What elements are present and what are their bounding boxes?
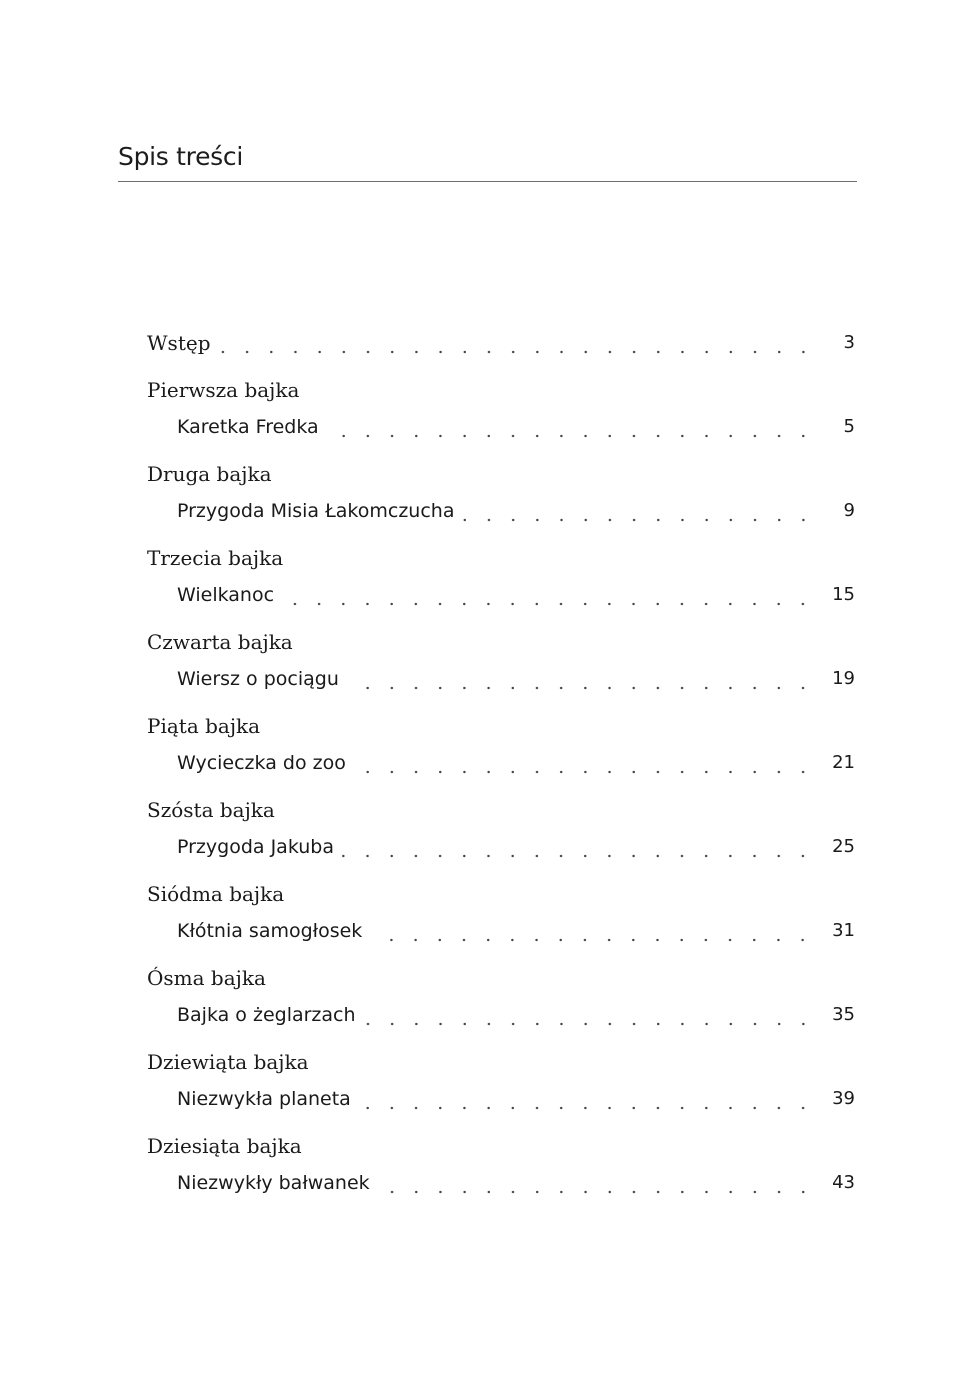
toc-section-3 — [147, 535, 855, 607]
toc-page-number: 31 — [832, 920, 855, 941]
toc-entry-title: Przygoda Jakuba — [177, 835, 342, 859]
section-heading: Ósma bajka — [147, 966, 266, 990]
toc-page-number: 5 — [843, 416, 855, 437]
toc-page-number: 21 — [832, 752, 855, 773]
toc-section-10 — [147, 1123, 855, 1195]
toc-entry-title: Niezwykła planeta — [177, 1087, 359, 1111]
section-heading: Pierwsza bajka — [147, 378, 300, 402]
dot-leader — [359, 1091, 815, 1111]
toc-page-number: 19 — [832, 668, 855, 689]
toc-page-number: 39 — [832, 1088, 855, 1109]
toc-section-7 — [147, 871, 855, 943]
toc-entry-intro[interactable] — [147, 318, 855, 355]
toc-entry[interactable] — [147, 1074, 855, 1111]
toc-page-number: 43 — [832, 1172, 855, 1193]
section-heading: Piąta bajka — [147, 714, 261, 738]
toc-section-2 — [147, 451, 855, 523]
toc-entry-title: Wstęp — [147, 331, 219, 355]
toc-page-number: 15 — [832, 584, 855, 605]
toc-section-8 — [147, 955, 855, 1027]
section-heading: Siódma bajka — [147, 882, 285, 906]
toc-page-number: 35 — [832, 1004, 855, 1025]
section-heading: Trzecia bajka — [147, 546, 284, 570]
dot-leader — [370, 923, 815, 943]
section-heading: Dziesiąta bajka — [147, 1134, 302, 1158]
section-heading: Czwarta bajka — [147, 630, 293, 654]
section-heading: Druga bajka — [147, 462, 272, 486]
toc-entry[interactable] — [147, 738, 855, 775]
toc-section-5 — [147, 703, 855, 775]
dot-leader — [364, 1007, 815, 1027]
page-title: Spis treści — [118, 142, 243, 171]
toc-entry-title: Karetka Fredka — [177, 415, 327, 439]
toc-page-number: 25 — [832, 836, 855, 857]
toc-entry[interactable] — [147, 1158, 855, 1195]
toc-entry-title: Wycieczka do zoo — [177, 751, 354, 775]
dot-leader — [327, 419, 815, 439]
toc-page-number: 9 — [843, 500, 855, 521]
dot-leader — [342, 839, 815, 859]
dot-leader — [282, 587, 815, 607]
toc-entry[interactable] — [147, 990, 855, 1027]
dot-leader — [219, 335, 816, 355]
table-of-contents — [147, 318, 855, 1195]
dot-leader — [463, 503, 816, 523]
dot-leader — [354, 755, 815, 775]
toc-entry-title: Kłótnia samogłosek — [177, 919, 370, 943]
toc-section-6 — [147, 787, 855, 859]
toc-section-4 — [147, 619, 855, 691]
toc-entry[interactable] — [147, 654, 855, 691]
section-heading: Szósta bajka — [147, 798, 275, 822]
toc-page-number: 3 — [843, 332, 855, 353]
page-header — [118, 138, 857, 182]
toc-entry[interactable] — [147, 402, 855, 439]
section-heading: Dziewiąta bajka — [147, 1050, 309, 1074]
toc-entry[interactable] — [147, 486, 855, 523]
dot-leader — [378, 1175, 815, 1195]
toc-entry-title: Wiersz o pociągu — [177, 667, 347, 691]
toc-entry[interactable] — [147, 906, 855, 943]
toc-entry-title: Przygoda Misia Łakomczucha — [177, 499, 463, 523]
toc-entry-title: Bajka o żeglarzach — [177, 1003, 364, 1027]
toc-entry-title: Niezwykły bałwanek — [177, 1171, 378, 1195]
toc-section-9 — [147, 1039, 855, 1111]
toc-section-1 — [147, 367, 855, 439]
toc-entry[interactable] — [147, 570, 855, 607]
dot-leader — [347, 671, 815, 691]
toc-entry-title: Wielkanoc — [177, 583, 282, 607]
toc-entry[interactable] — [147, 822, 855, 859]
